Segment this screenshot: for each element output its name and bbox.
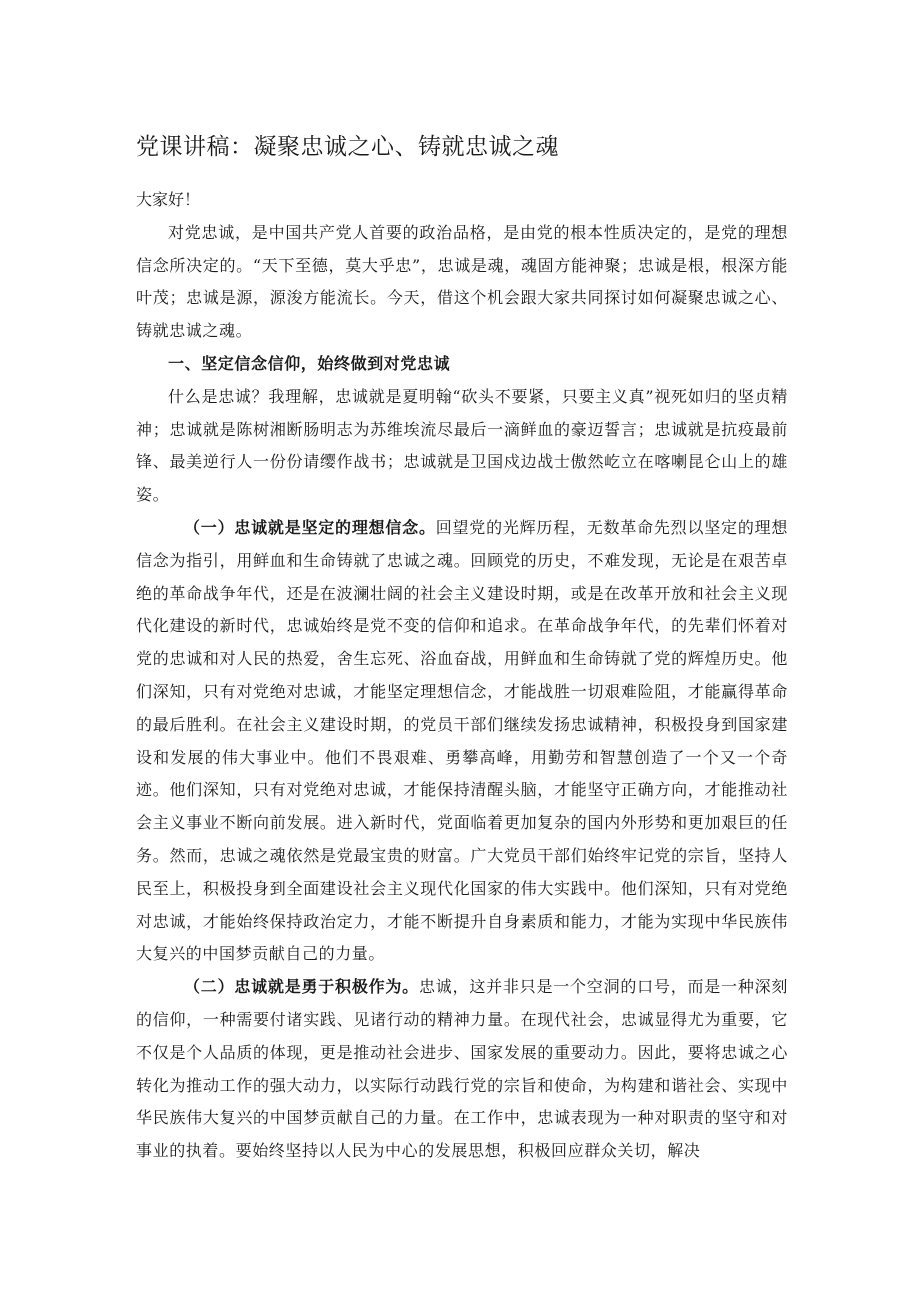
subsection-two-body: 忠诚，这并非只是一个空洞的口号，而是一种深刻的信仰，一种需要付诸实践、见诸行动的精神力量。在现代社会，忠诚显得尤为重要，它不仅是个人品质的体现，更是推动社会进步、国家发展的重要动力。因此，要将忠诚之心转化为推动工作的强大动力，以实际行动践行党的宗旨和使命，为构建和谐社会、实现中华民族伟大复兴的中国梦贡献自己的力量。在工作中，忠诚表现为一种对职责的坚守和对事业的执着。要始终坚持以人民为中心的发展思想，积极回应群众关切，解决	[136, 977, 789, 1161]
subsection-two-heading: （二）忠诚就是勇于积极作为。	[184, 977, 419, 997]
greeting: 大家好！	[136, 190, 201, 209]
subsection-two-paragraph	[136, 971, 788, 1168]
document-page	[136, 128, 788, 1168]
section-heading: 一、坚定信念信仰，始终做到对党忠诚	[168, 353, 451, 373]
document-title: 党课讲稿：凝聚忠诚之心、铸就忠诚之魂	[136, 134, 559, 160]
intro-paragraph: 对党忠诚，是中国共产党人首要的政治品格，是由党的根本性质决定的，是党的理想信念所决定的。“天下至德，莫大乎忠”，忠诚是魂，魂固方能神聚；忠诚是根，根深方能叶茂；忠诚是源，源浚方能流长。今天，借这个机会跟大家共同探讨如何凝聚忠诚之心、铸就忠诚之魂。	[136, 222, 788, 341]
section-body-paragraph: 什么是忠诚？我理解，忠诚就是夏明翰“砍头不要紧，只要主义真”视死如归的坚贞精神；忠诚就是陈树湘断肠明志为苏维埃流尽最后一滴鲜血的豪迈誓言；忠诚就是抗疫最前锋、最美逆行人一份份请缨作战书；忠诚就是卫国戍边战士傲然屹立在喀喇昆仑山上的雄姿。	[136, 386, 788, 505]
subsection-one-heading: （一）忠诚就是坚定的理想信念。	[184, 517, 436, 537]
subsection-one-body: 回望党的光辉历程，无数革命先烈以坚定的理想信念为指引，用鲜血和生命铸就了忠诚之魂。回顾党的历史，不难发现，无论是在艰苦卓绝的革命战争年代，还是在波澜壮阔的社会主义建设时期，或是在改革开放和社会主义现代化建设的新时代，忠诚始终是党不变的信仰和追求。在革命战争年代，的先辈们怀着对党的忠诚和对人民的热爱，舍生忘死、浴血奋战，用鲜血和生命铸就了党的辉煌历史。他们深知，只有对党绝对忠诚，才能坚定理想信念，才能战胜一切艰难险阻，才能赢得革命的最后胜利。在社会主义建设时期，的党员干部们继续发扬忠诚精神，积极投身到国家建设和发展的伟大事业中。他们不畏艰难、勇攀高峰，用勤劳和智慧创造了一个又一个奇迹。他们深知，只有对党绝对忠诚，才能保持清醒头脑，才能坚守正确方向，才能推动社会主义事业不断向前发展。进入新时代，党面临着更加复杂的国内外形势和更加艰巨的任务。然而，忠诚之魂依然是党最宝贵的财富。广大党员干部们始终牢记党的宗旨，坚持人民至上，积极投身到全面建设社会主义现代化国家的伟大实践中。他们深知，只有对党绝对忠诚，才能始终保持政治定力，才能不断提升自身素质和能力，才能为实现中华民族伟大复兴的中国梦贡献自己的力量。	[136, 517, 788, 964]
subsection-one-paragraph	[136, 512, 788, 971]
